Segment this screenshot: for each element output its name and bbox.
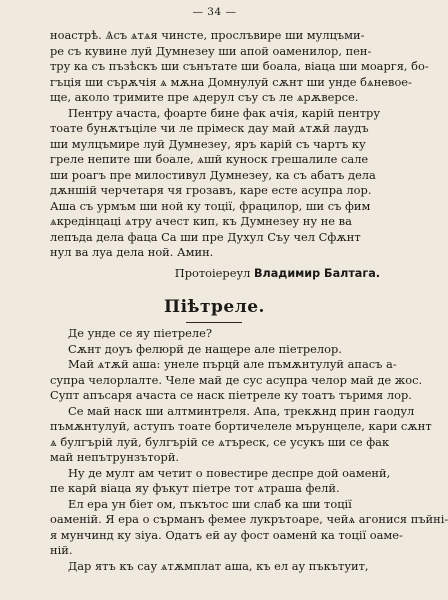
text-line: лепъда дела фаца Са ши пре Духул Съу чел Сфѫнт [50,229,361,244]
text-line: ре съ кувине луй Думнезеу ши апой оаменилор, пен- [50,43,372,58]
text-line: ній. [50,543,73,557]
text-line: супра челорлалте. Челе май де сус асупра челор май де жос. [50,372,423,387]
text-line: Ну де мулт ам четит о повестире деспре дой оаменй, [68,465,391,480]
text-line: Се май наск ши алтминтреля. Апа, трекѫнд прин гаодул [68,403,415,418]
text-line: тоате бунѫтъціле чи ле прімеск дау май ѧтѫй лаудъ [50,121,369,135]
text-line: май непътрунзъторй. [50,450,180,464]
text-line: ши роагъ пре милостивул Думнезеу, ка съ абатъ дела [50,167,376,182]
text-line: Пентру ачаста, фоарте бине фак ачія, карій пентру [68,105,381,120]
text-line: нул ва луа дела ной. Амин. [50,245,214,259]
paragraph-block-stones [50,326,448,574]
text-line: ще, аколо тримите пре ѧдерул съу съ ле ѧрѫверсе. [50,90,359,104]
section-heading: Піѣтреле. [164,297,265,317]
text-line: Де унде се яу піетреле? [68,326,212,340]
text-line: ши мулцъмире луй Думнезеу, яръ карій съ чартъ ку [50,136,366,151]
signature-prefix: Протоіереул [174,266,251,280]
text-line: я мунчинд ку зіуа. Одатъ ей ау фост оаменй ка тоції оаме- [50,527,403,542]
text-line: Ел ера ун біет ом, пъкътос ши слаб ка ши тоції [68,496,352,511]
text-line: ѧ булгърій луй, булгърій се ѧтъреск, се усукъ ши се фак [50,434,390,449]
text-line: греле непите ши боале, ѧшй куноск грешалиле сале [50,152,369,166]
text-line: пе карй віаца яу фъкут піетре тот ѧтраша фелй. [50,481,340,495]
heading-underline [186,322,242,323]
paragraph-block-sermon [50,28,429,261]
page-number: — 34 — [192,6,237,18]
text-line: Аша съ урмъм ши ной ку тоції, фрацилор, ши съ фим [50,198,371,213]
text-line: ноастрѣ. Ѧсъ ѧтѧя чинсте, прослъвире ши мулцъми- [50,28,365,42]
signature-author: Владимир Балтага. [254,267,380,280]
text-line: оаменій. Я ера о сърманъ фемее лукрътоаре, чейѧ агонися пъйні- [50,512,448,526]
text-line: пъмѫнтулуй, аступъ тоате бортичелеле мърунцеле, кари сѫнт [50,419,432,433]
text-line: гъція ши сърѫчія ѧ мѫна Домнулуй сѫнт ши унде бѧневое- [50,74,412,89]
text-line: ѧкредінцаці ѧтру ачест кип, къ Думнезеу ну не ва [50,214,352,228]
text-line: Дар ятъ къ сау ѧтѫмплат аша, къ ел ау пъкътуит, [68,558,369,573]
text-line: дѫншій черчетаря чя грозавъ, каре есте асупра лор. [50,183,372,197]
text-line: Сѫнт доуъ фелюрй де нащере але піетрелор. [68,341,342,356]
text-line: тру ка съ пъзѣскъ ши сънътате ши боала, віаца ши моаргя, бо- [50,59,429,73]
text-line: Супт апъсаря ачаста се наск піетреле ку тоатъ търимя лор. [50,388,412,402]
text-line: Май ѧтѫй аша: унеле пърцй але пъмѫнтулуй апасъ а- [68,357,397,371]
signature [50,266,380,280]
